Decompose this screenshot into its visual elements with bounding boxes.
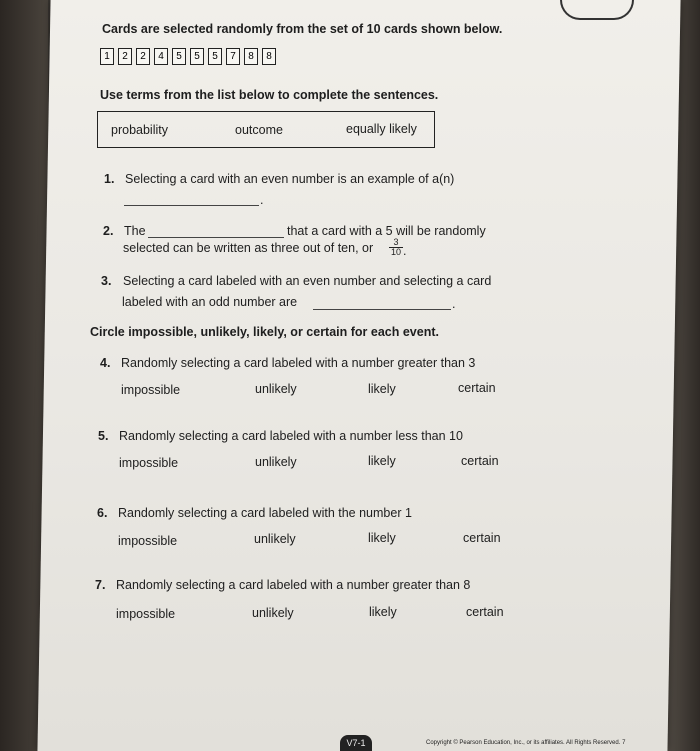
card: 8 xyxy=(244,48,258,65)
term-equally-likely: equally likely xyxy=(346,122,417,136)
q6-text: Randomly selecting a card labeled with the number 1 xyxy=(118,506,412,520)
q4-option-impossible[interactable]: impossible xyxy=(121,383,181,397)
lesson-badge: V7-1 xyxy=(340,735,372,751)
card: 7 xyxy=(226,48,240,65)
term-outcome: outcome xyxy=(235,123,283,137)
fraction-numerator: 3 xyxy=(393,237,399,247)
q2-line2: selected can be written as three out of ten, or xyxy=(123,241,374,255)
q1-period: . xyxy=(260,193,264,207)
circle-instruction: Circle impossible, unlikely, likely, or certain for each event. xyxy=(90,325,439,339)
card: 5 xyxy=(172,48,186,65)
q6-option-impossible[interactable]: impossible xyxy=(118,534,178,548)
q7-number: 7. xyxy=(95,578,106,592)
q2-number: 2. xyxy=(103,224,114,238)
q2-fraction xyxy=(389,238,403,257)
q4-number: 4. xyxy=(100,356,111,370)
card-set xyxy=(100,48,276,65)
copyright-text: Copyright © Pearson Education, Inc., or its affiliates. All Rights Reserved. 7 xyxy=(426,740,626,746)
q2-period: . xyxy=(403,244,407,258)
q4-text: Randomly selecting a card labeled with a number greater than 3 xyxy=(121,356,476,370)
q4-option-likely[interactable]: likely xyxy=(368,382,396,396)
q7-text: Randomly selecting a card labeled with a number greater than 8 xyxy=(116,578,471,592)
q3-number: 3. xyxy=(101,274,112,288)
card: 1 xyxy=(100,48,114,65)
q2-answer-blank[interactable] xyxy=(148,236,284,238)
q6-option-likely[interactable]: likely xyxy=(368,531,396,545)
q5-text: Randomly selecting a card labeled with a number less than 10 xyxy=(119,429,463,443)
card: 4 xyxy=(154,48,168,65)
q2-start: The xyxy=(124,224,146,238)
card: 5 xyxy=(190,48,204,65)
q3-period: . xyxy=(452,297,456,311)
q5-option-unlikely[interactable]: unlikely xyxy=(255,455,297,469)
page-corner-mark xyxy=(560,0,634,20)
q7-option-impossible[interactable]: impossible xyxy=(116,607,176,621)
instruction-text: Use terms from the list below to complete the sentences. xyxy=(100,88,439,102)
card: 2 xyxy=(118,48,132,65)
q7-option-unlikely[interactable]: unlikely xyxy=(252,606,294,620)
q3-answer-blank[interactable] xyxy=(313,308,451,310)
q1-text: Selecting a card with an even number is an example of a(n) xyxy=(125,172,455,186)
q1-number: 1. xyxy=(104,172,115,186)
term-probability: probability xyxy=(111,123,168,137)
q6-option-unlikely[interactable]: unlikely xyxy=(254,532,296,546)
q3-line1: Selecting a card labeled with an even number and selecting a card xyxy=(123,274,492,288)
q5-option-certain[interactable]: certain xyxy=(461,454,499,468)
q5-option-likely[interactable]: likely xyxy=(368,454,396,468)
intro-text: Cards are selected randomly from the set of 10 cards shown below. xyxy=(102,22,503,36)
q1-answer-blank[interactable] xyxy=(124,204,259,206)
card: 5 xyxy=(208,48,222,65)
q5-option-impossible[interactable]: impossible xyxy=(119,456,179,470)
q4-option-certain[interactable]: certain xyxy=(458,381,496,395)
q6-number: 6. xyxy=(97,506,108,520)
q6-option-certain[interactable]: certain xyxy=(463,531,501,545)
card: 8 xyxy=(262,48,276,65)
card: 2 xyxy=(136,48,150,65)
q7-option-certain[interactable]: certain xyxy=(466,605,504,619)
q2-middle: that a card with a 5 will be randomly xyxy=(287,224,486,238)
fraction-denominator: 10 xyxy=(390,247,401,257)
q7-option-likely[interactable]: likely xyxy=(369,605,397,619)
q4-option-unlikely[interactable]: unlikely xyxy=(255,382,297,396)
q3-line2: labeled with an odd number are xyxy=(122,295,298,309)
q5-number: 5. xyxy=(98,429,109,443)
